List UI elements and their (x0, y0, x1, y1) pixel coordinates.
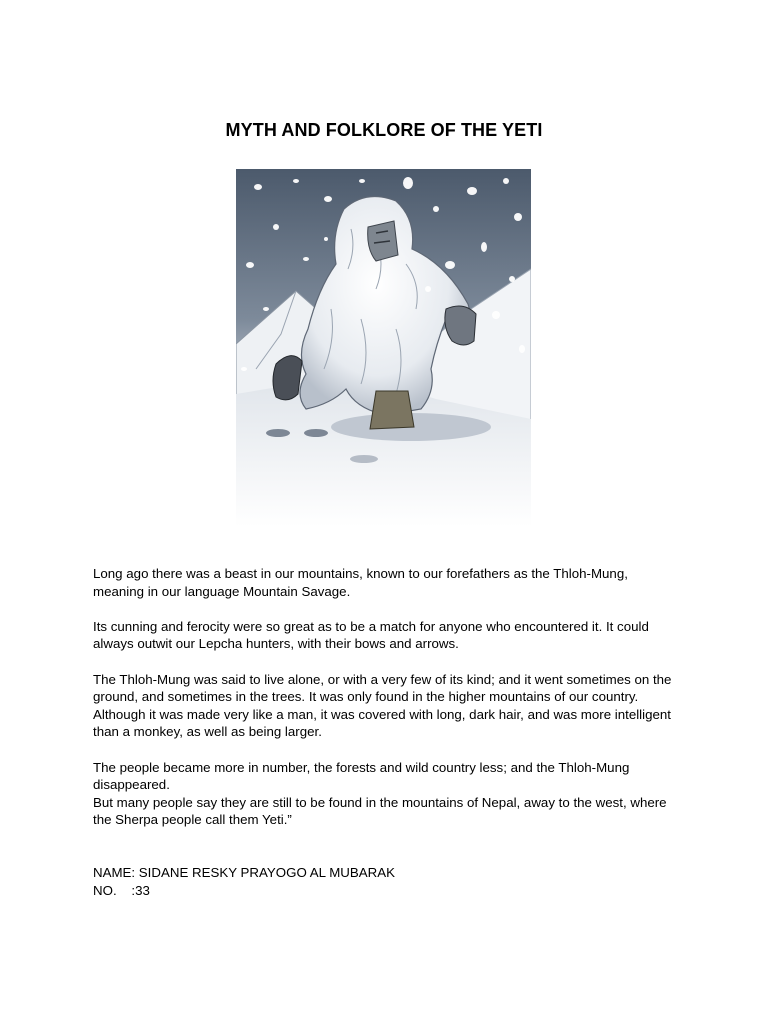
paragraph-3: The Thloh-Mung was said to live alone, or with a very few of its kind; and it went sometimes on the ground, and sometimes in the trees. It was only found in the higher mountains of our country. Although it was made very like a man, it was covered with long, dark hair, and was more intelligent than a monkey, as well as being larger. (93, 671, 672, 740)
paragraph-5: But many people say they are still to be found in the mountains of Nepal, away to the west, where the Sherpa people call them Yeti.” (93, 794, 667, 828)
author-name: NAME: SIDANE RESKY PRAYOGO AL MUBARAK (93, 865, 395, 880)
author-info (93, 864, 678, 899)
author-number: NO. :33 (93, 882, 150, 898)
page-title: MYTH AND FOLKLORE OF THE YETI (225, 120, 543, 140)
paragraph-1: Long ago there was a beast in our mountains, known to our forefathers as the Thloh-Mung, meaning in our language Mountain Savage. (93, 566, 628, 599)
body-text (93, 565, 678, 847)
paragraph-4: The people became more in number, the forests and wild country less; and the Thloh-Mung disappeared. (93, 759, 630, 793)
yeti-illustration (236, 169, 531, 527)
paragraph-2: Its cunning and ferocity were so great as to be a match for anyone who encountered it. It could always outwit our Lepcha hunters, with their bows and arrows. (93, 618, 649, 652)
